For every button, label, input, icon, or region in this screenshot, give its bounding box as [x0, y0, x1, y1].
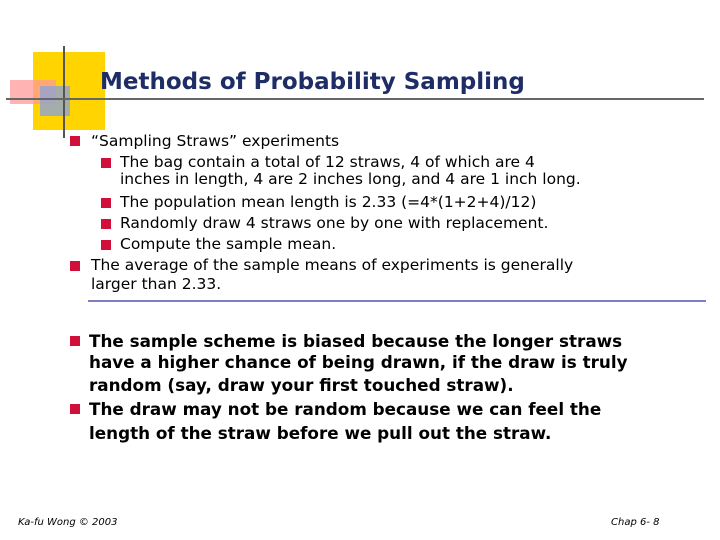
- decor-horizontal-line: [6, 98, 704, 100]
- list-item-line: The sample scheme is biased because the longer straws: [89, 331, 623, 351]
- list-item-line: The average of the sample means of experiments is generally: [91, 256, 574, 274]
- list-item-line: random (say, draw your first touched straw).: [89, 375, 514, 395]
- bullet-icon: [101, 219, 111, 229]
- list-item-line: larger than 2.33.: [91, 275, 222, 293]
- bullet-icon: [70, 404, 80, 414]
- decor-blue-square: [40, 86, 70, 116]
- bullet-icon: [70, 136, 80, 146]
- bullet-icon: [101, 240, 111, 250]
- bullet-icon: [101, 198, 111, 208]
- bullet-icon: [101, 158, 111, 168]
- list-item-line: have a higher chance of being drawn, if the draw is truly: [89, 352, 628, 372]
- sub-item-line: The population mean length is 2.33 (=4*(1+2+4)/12): [120, 193, 537, 211]
- sub-item-line: inches in length, 4 are 2 inches long, and 4 are 1 inch long.: [120, 170, 581, 188]
- list-item-line: length of the straw before we pull out the straw.: [89, 423, 552, 443]
- footer-page-number: Chap 6- 8: [611, 517, 660, 528]
- sub-item-line: Randomly draw 4 straws one by one with replacement.: [120, 214, 549, 232]
- section-divider: [88, 300, 706, 302]
- sub-item-line: Compute the sample mean.: [120, 235, 337, 253]
- bullet-icon: [70, 261, 80, 271]
- list-item-heading: “Sampling Straws” experiments: [91, 132, 340, 150]
- decor-vertical-line: [63, 46, 65, 138]
- sub-item-line: The bag contain a total of 12 straws, 4 of which are 4: [120, 153, 535, 171]
- bullet-icon: [70, 336, 80, 346]
- list-item-line: The draw may not be random because we can feel the: [89, 399, 602, 419]
- footer-author: Ka-fu Wong © 2003: [18, 517, 118, 528]
- slide-title: Methods of Probability Sampling: [100, 69, 525, 95]
